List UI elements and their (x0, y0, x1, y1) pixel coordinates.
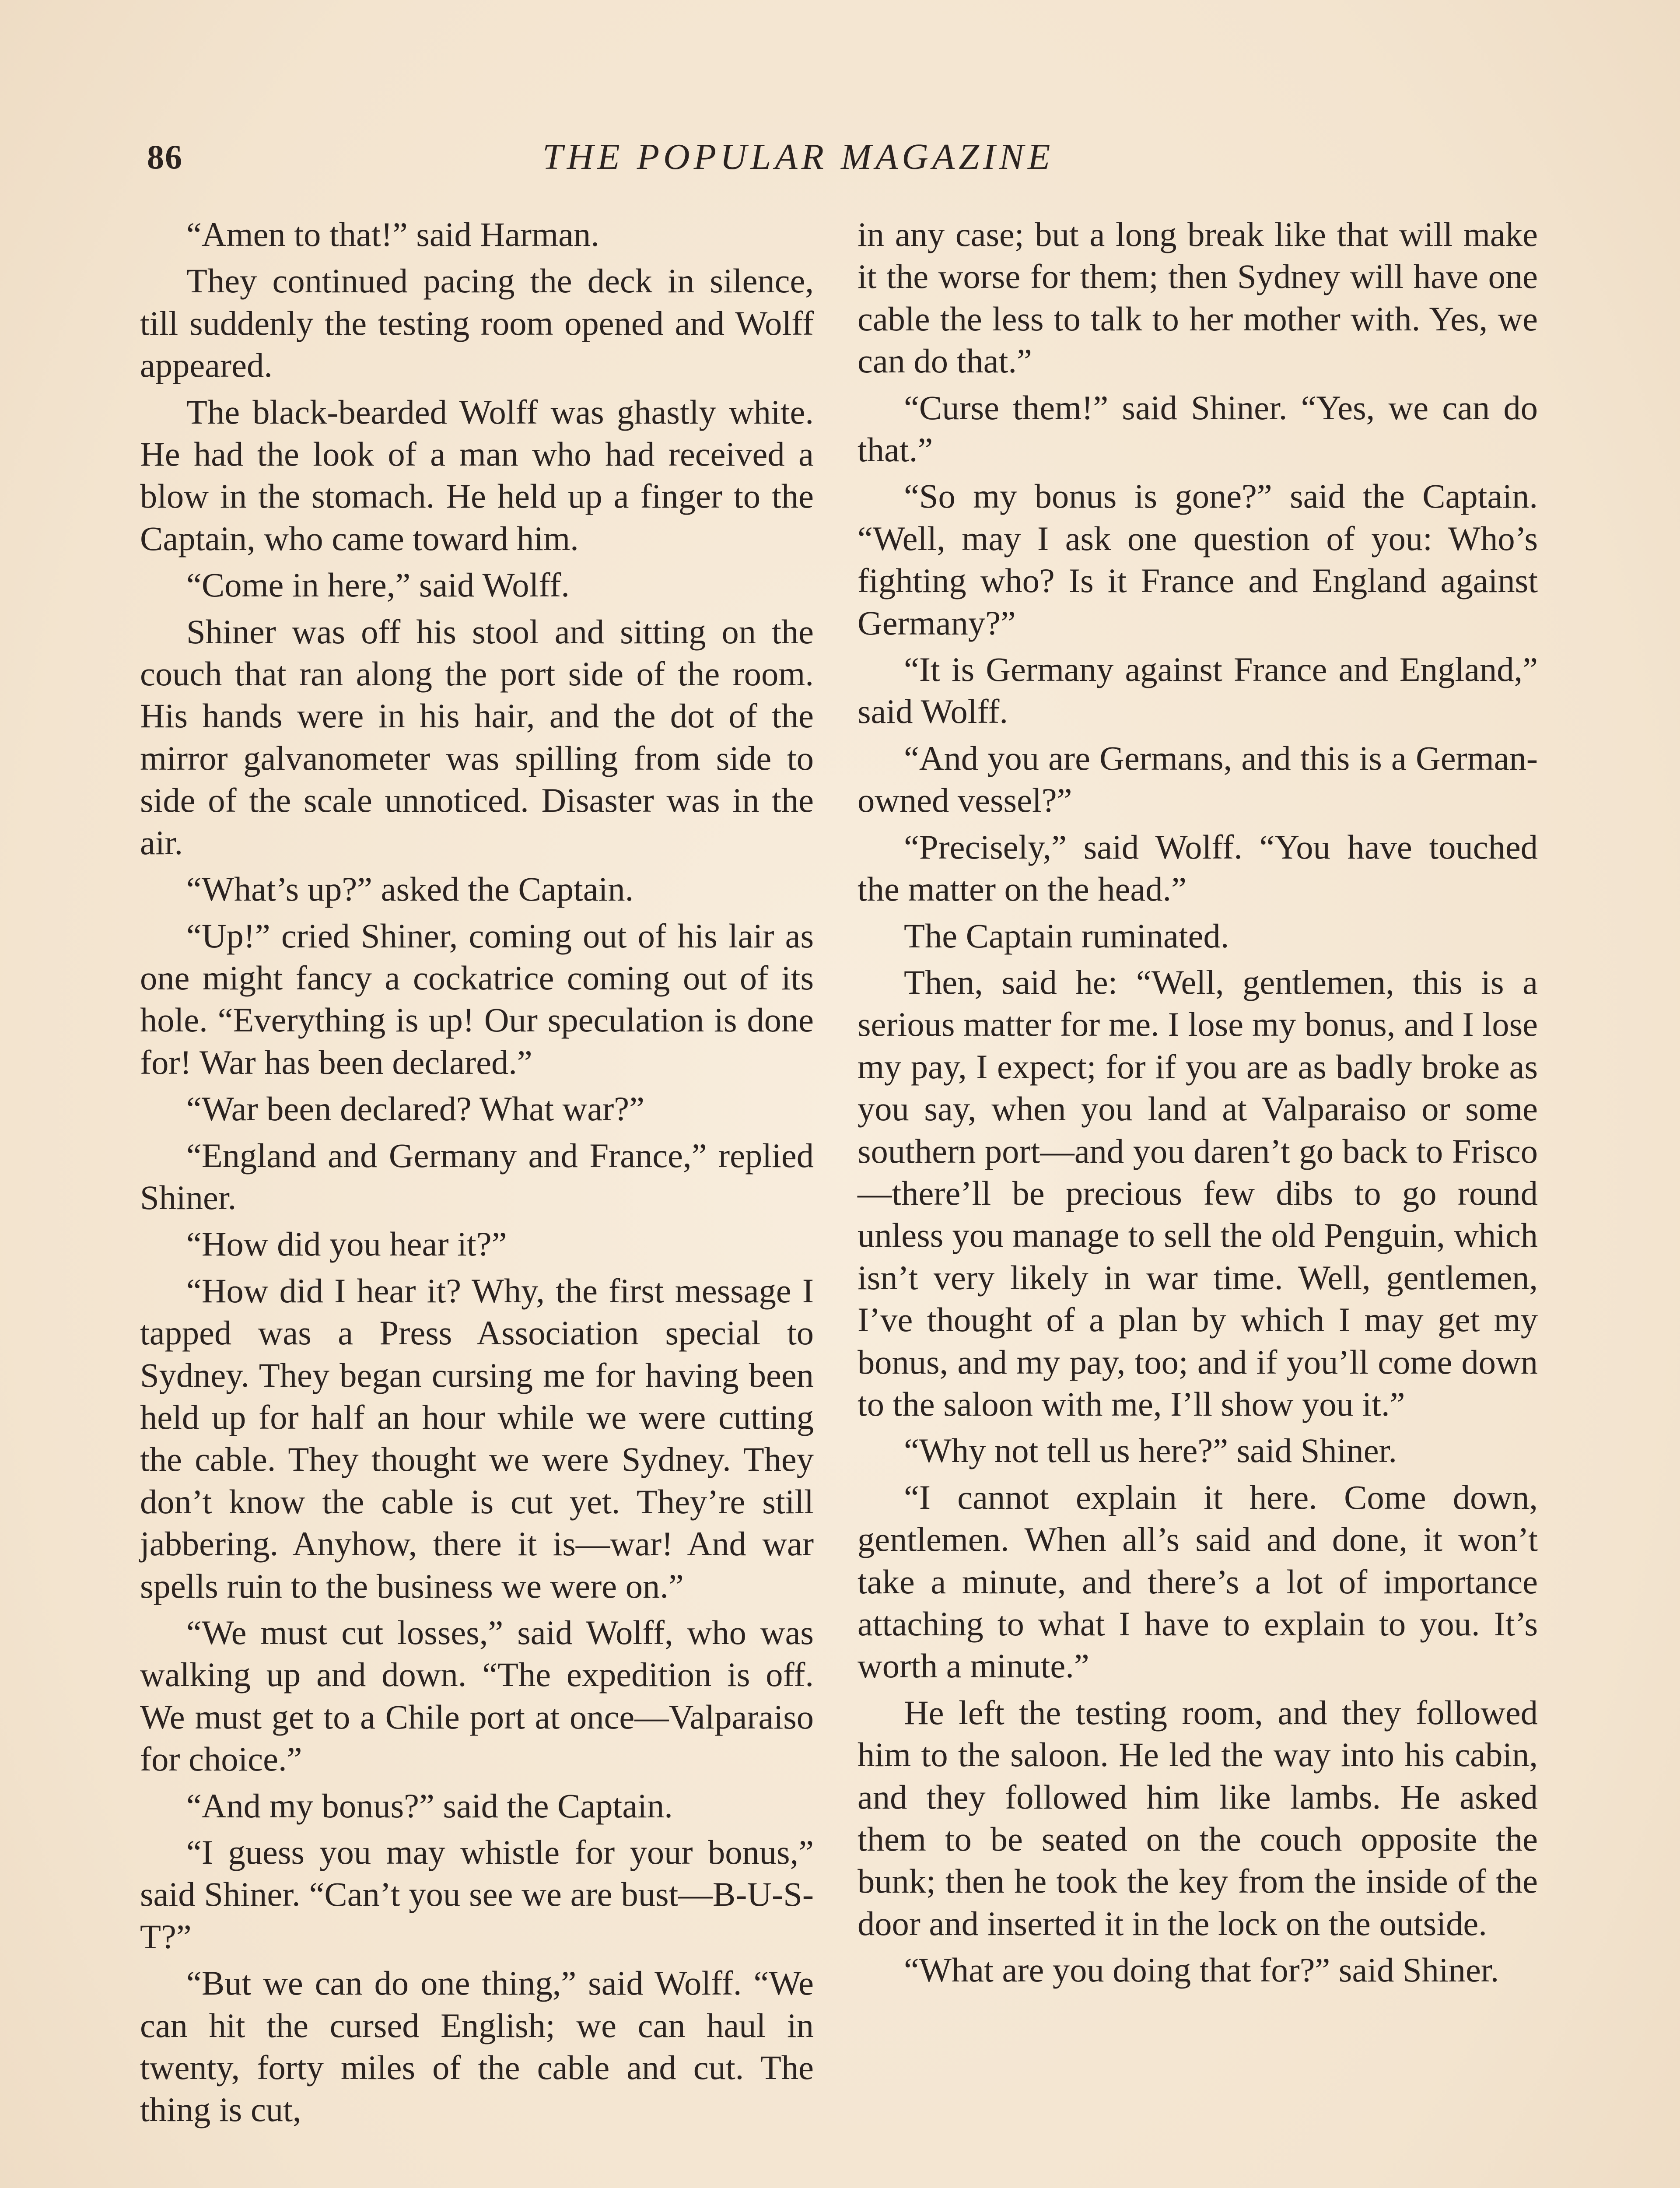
paragraph: “I guess you may whistle for your bonus,” said Shiner. “Can’t you see we are bust—B-U-S-T?” (140, 1833, 814, 1956)
paragraph: The Captain ruminated. (904, 916, 1229, 955)
left-column (140, 214, 814, 2135)
paragraph: “Precisely,” said Wolff. “You have touched the matter on the head.” (858, 828, 1538, 908)
paragraph: “Curse them!” said Shiner. “Yes, we can do that.” (858, 388, 1538, 469)
paragraph: “So my bonus is gone?” said the Captain. “Well, may I ask one question of you: Who’s fighting who? Is it France and England against Germany?” (858, 477, 1538, 642)
paragraph: “Come in here,” said Wolff. (186, 566, 570, 604)
paragraph: “What are you doing that for?” said Shiner. (904, 1951, 1499, 1989)
paragraph: Shiner was off his stool and sitting on the couch that ran along the port side of the room. His hands were in his hair, and the dot of the mirror galvanometer was spilling from side to side of the scale unnoticed. Disaster was in the air. (140, 612, 814, 862)
paragraph: “England and Germany and France,” replied Shiner. (140, 1136, 814, 1217)
paragraph: “What’s up?” asked the Captain. (186, 870, 634, 908)
page-number: 86 (147, 138, 183, 176)
paragraph: The black-bearded Wolff was ghastly white. He had the look of a man who had received a blow in the stomach. He held up a finger to the Captain, who came toward him. (140, 393, 814, 558)
paragraph: He left the testing room, and they followed him to the saloon. He led the way into his cabin, and they followed him like lambs. He asked them to be seated on the couch opposite the bunk; then he took the key from the inside of the door and inserted it in the lock on the outside. (858, 1693, 1538, 1943)
paragraph: “But we can do one thing,” said Wolff. “We can hit the cursed English; we can haul in twenty, forty miles of the cable and cut. The thing is cut, (140, 1964, 814, 2129)
paragraph: They continued pacing the deck in silence, till suddenly the testing room opened and Wolff appeared. (140, 262, 814, 385)
paragraph: “Amen to that!” said Harman. (186, 215, 599, 253)
running-title: THE POPULAR MAGAZINE (542, 137, 1054, 177)
paragraph: “And my bonus?” said the Captain. (186, 1786, 673, 1825)
paragraph: “How did you hear it?” (186, 1225, 507, 1263)
paragraph: “Why not tell us here?” said Shiner. (904, 1431, 1397, 1470)
paragraph: “I cannot explain it here. Come down, gentlemen. When all’s said and done, it won’t take a minute, and there’s a lot of importance attaching to what I have to explain to you. It’s worth a minute.” (858, 1478, 1538, 1685)
paragraph: Then, said he: “Well, gentlemen, this is a serious matter for me. I lose my bonus, and I lose my pay, I expect; for if you are as badly broke as you say, when you land at Valparaiso or some southern port—and you daren’t go back to Frisco—there’ll be precious few dibs to go round unless you manage to sell the old Penguin, which isn’t very likely in war time. Well, gentlemen, I’ve thought of a plan by which I may get my bonus, and my pay, too; and if you’ll come down to the saloon with me, I’ll show you it.” (858, 963, 1538, 1423)
paragraph: “Up!” cried Shiner, coming out of his lair as one might fancy a cockatrice coming out of its hole. “Everything is up! Our speculation is done for! War has been declared.” (140, 916, 814, 1081)
paragraph: “How did I hear it? Why, the first message I tapped was a Press Association special to Sydney. They began cursing me for having been held up for half an hour while we were cutting the cable. They thought we were Sydney. They don’t know the cable is cut yet. They’re still jabbering. Anyhow, there it is—war! And war spells ruin to the business we were on.” (140, 1271, 814, 1605)
paragraph: “And you are Germans, and this is a German-owned vessel?” (858, 739, 1538, 820)
continued-paragraph: in any case; but a long break like that will make it the worse for them; then Sydney will have one cable the less to talk to her mother with. Yes, we can do that.” (858, 215, 1538, 380)
paragraph: “War been declared? What war?” (186, 1090, 644, 1128)
right-column (858, 214, 1538, 1996)
paragraph: “It is Germany against France and England,” said Wolff. (858, 650, 1538, 731)
paragraph: “We must cut losses,” said Wolff, who was walking up and down. “The expedition is off. We must get to a Chile port at once—Valparaiso for choice.” (140, 1613, 814, 1778)
